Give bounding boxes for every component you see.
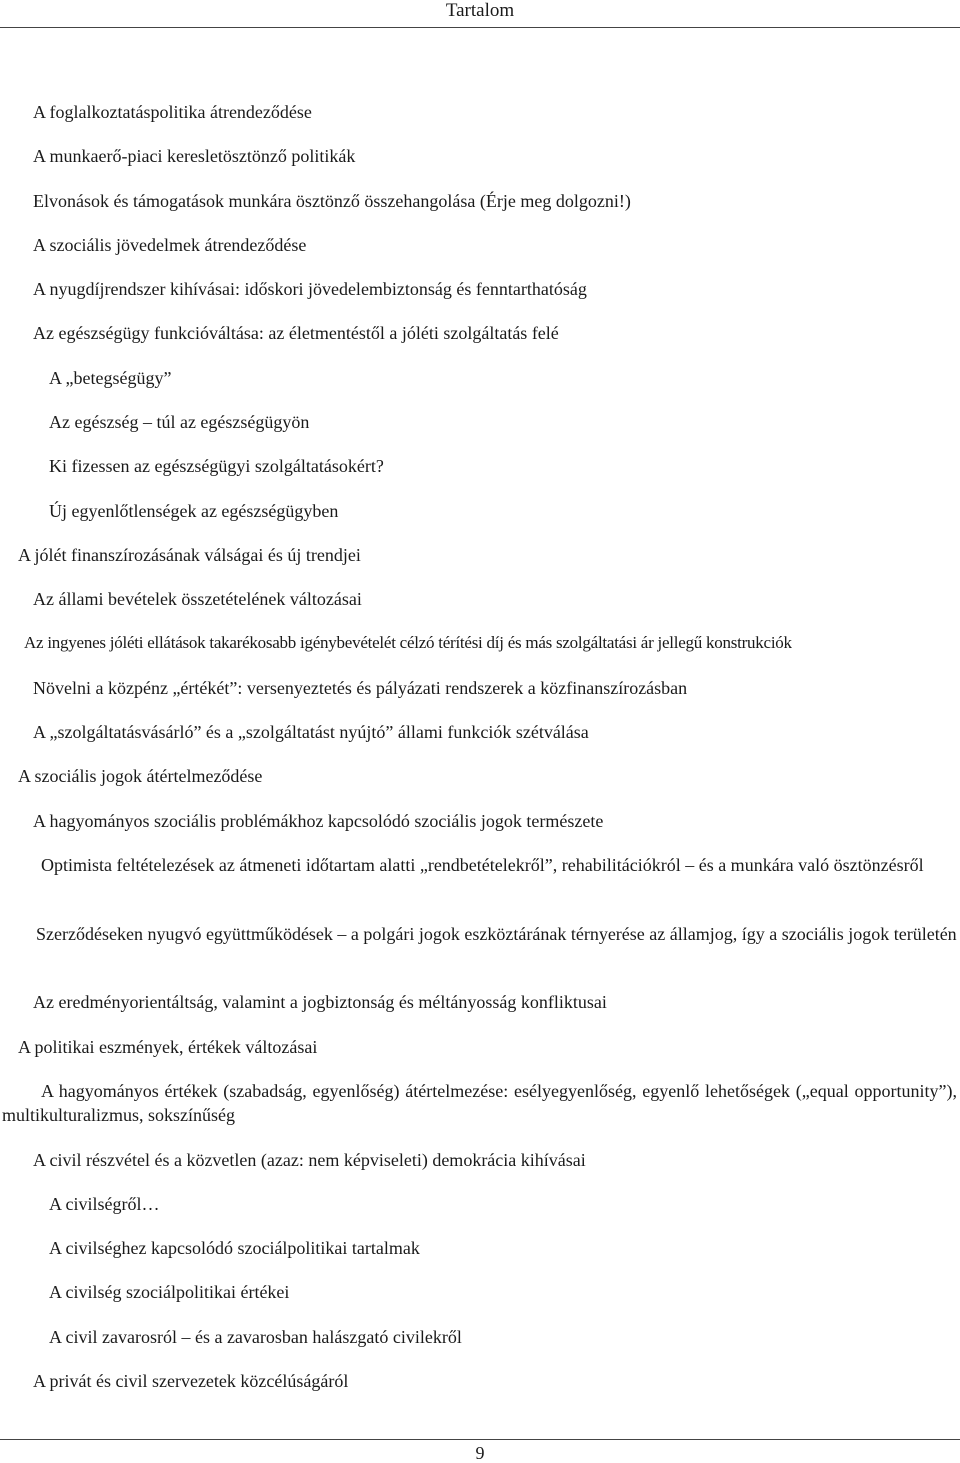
toc-entry: A munkaerő-piaci keresletösztönző politikák [33,146,356,166]
page-header [0,0,960,28]
toc-entry: A „szolgáltatásvásárló” és a „szolgáltatást nyújtó” állami funkciók szétválása [33,722,589,742]
toc-entry: A privát és civil szervezetek közcélúságáról [33,1371,349,1391]
toc-entry: Az eredményorientáltság, valamint a jogbiztonság és méltányosság konfliktusai [33,992,607,1012]
toc-entry: A foglalkoztatáspolitika átrendeződése [33,102,312,122]
toc-entry: Az egészségügy funkcióváltása: az életmentéstől a jóléti szolgáltatás felé [33,323,559,343]
toc-entry: A civil részvétel és a közvetlen (azaz: nem képviseleti) demokrácia kihívásai [33,1150,586,1170]
toc-entry: Optimista feltételezések az átmeneti időtartam alatti „rendbetételekről”, rehabilitációkról – és a munkára való ösztönzésről [41,855,924,875]
toc-entry: A hagyományos szociális problémákhoz kapcsolódó szociális jogok természete [33,811,604,831]
toc-entry: A jólét finanszírozásának válságai és új trendjei [18,545,361,565]
page-footer [0,1439,960,1463]
toc-entry: A szociális jövedelmek átrendeződése [33,235,307,255]
toc-entry: A civilség szociálpolitikai értékei [49,1282,290,1302]
toc-entry: A civilségről… [49,1194,160,1214]
page-number: 9 [475,1443,485,1463]
toc-entry: Új egyenlőtlenségek az egészségügyben [49,501,339,521]
toc-entry: A nyugdíjrendszer kihívásai: időskori jövedelembiztonság és fenntarthatóság [33,279,587,299]
toc-entry: Szerződéseken nyugvó együttműködések – a polgári jogok eszköztárának térnyerése az államjog, így a szociális jogok területén [36,924,957,944]
toc-entry: Növelni a közpénz „értékét”: versenyeztetés és pályázati rendszerek a közfinanszírozásban [33,678,688,698]
toc-entry: Elvonások és támogatások munkára ösztönző összehangolása (Érje meg dolgozni!) [33,191,631,211]
toc-entry: Az egészség – túl az egészségügyön [49,412,310,432]
toc-entry: Az ingyenes jóléti ellátások takarékosabb igénybevételét célzó térítési díj és más szolgáltatási ár jellegű konstrukciók [24,633,792,652]
toc-entry: A szociális jogok átértelmeződése [18,766,263,786]
toc-entry: A „betegségügy” [49,368,172,388]
toc-entry: A politikai eszmények, értékek változásai [18,1037,318,1057]
toc-entry: A civilséghez kapcsolódó szociálpolitikai tartalmak [49,1238,420,1258]
toc-entry: A hagyományos értékek (szabadság, egyenlőség) átértelmezése: esélyegyenlőség, egyenlő lehetőségek („equal opportunity”), multikulturalizmus, sokszínűség [2,1081,957,1125]
toc-entry: Az állami bevételek összetételének változásai [33,589,362,609]
toc-entry: A civil zavarosról – és a zavarosban halászgató civilekről [49,1327,462,1347]
toc-entry: Ki fizessen az egészségügyi szolgáltatásokért? [49,456,384,476]
page-title: Tartalom [445,0,515,21]
